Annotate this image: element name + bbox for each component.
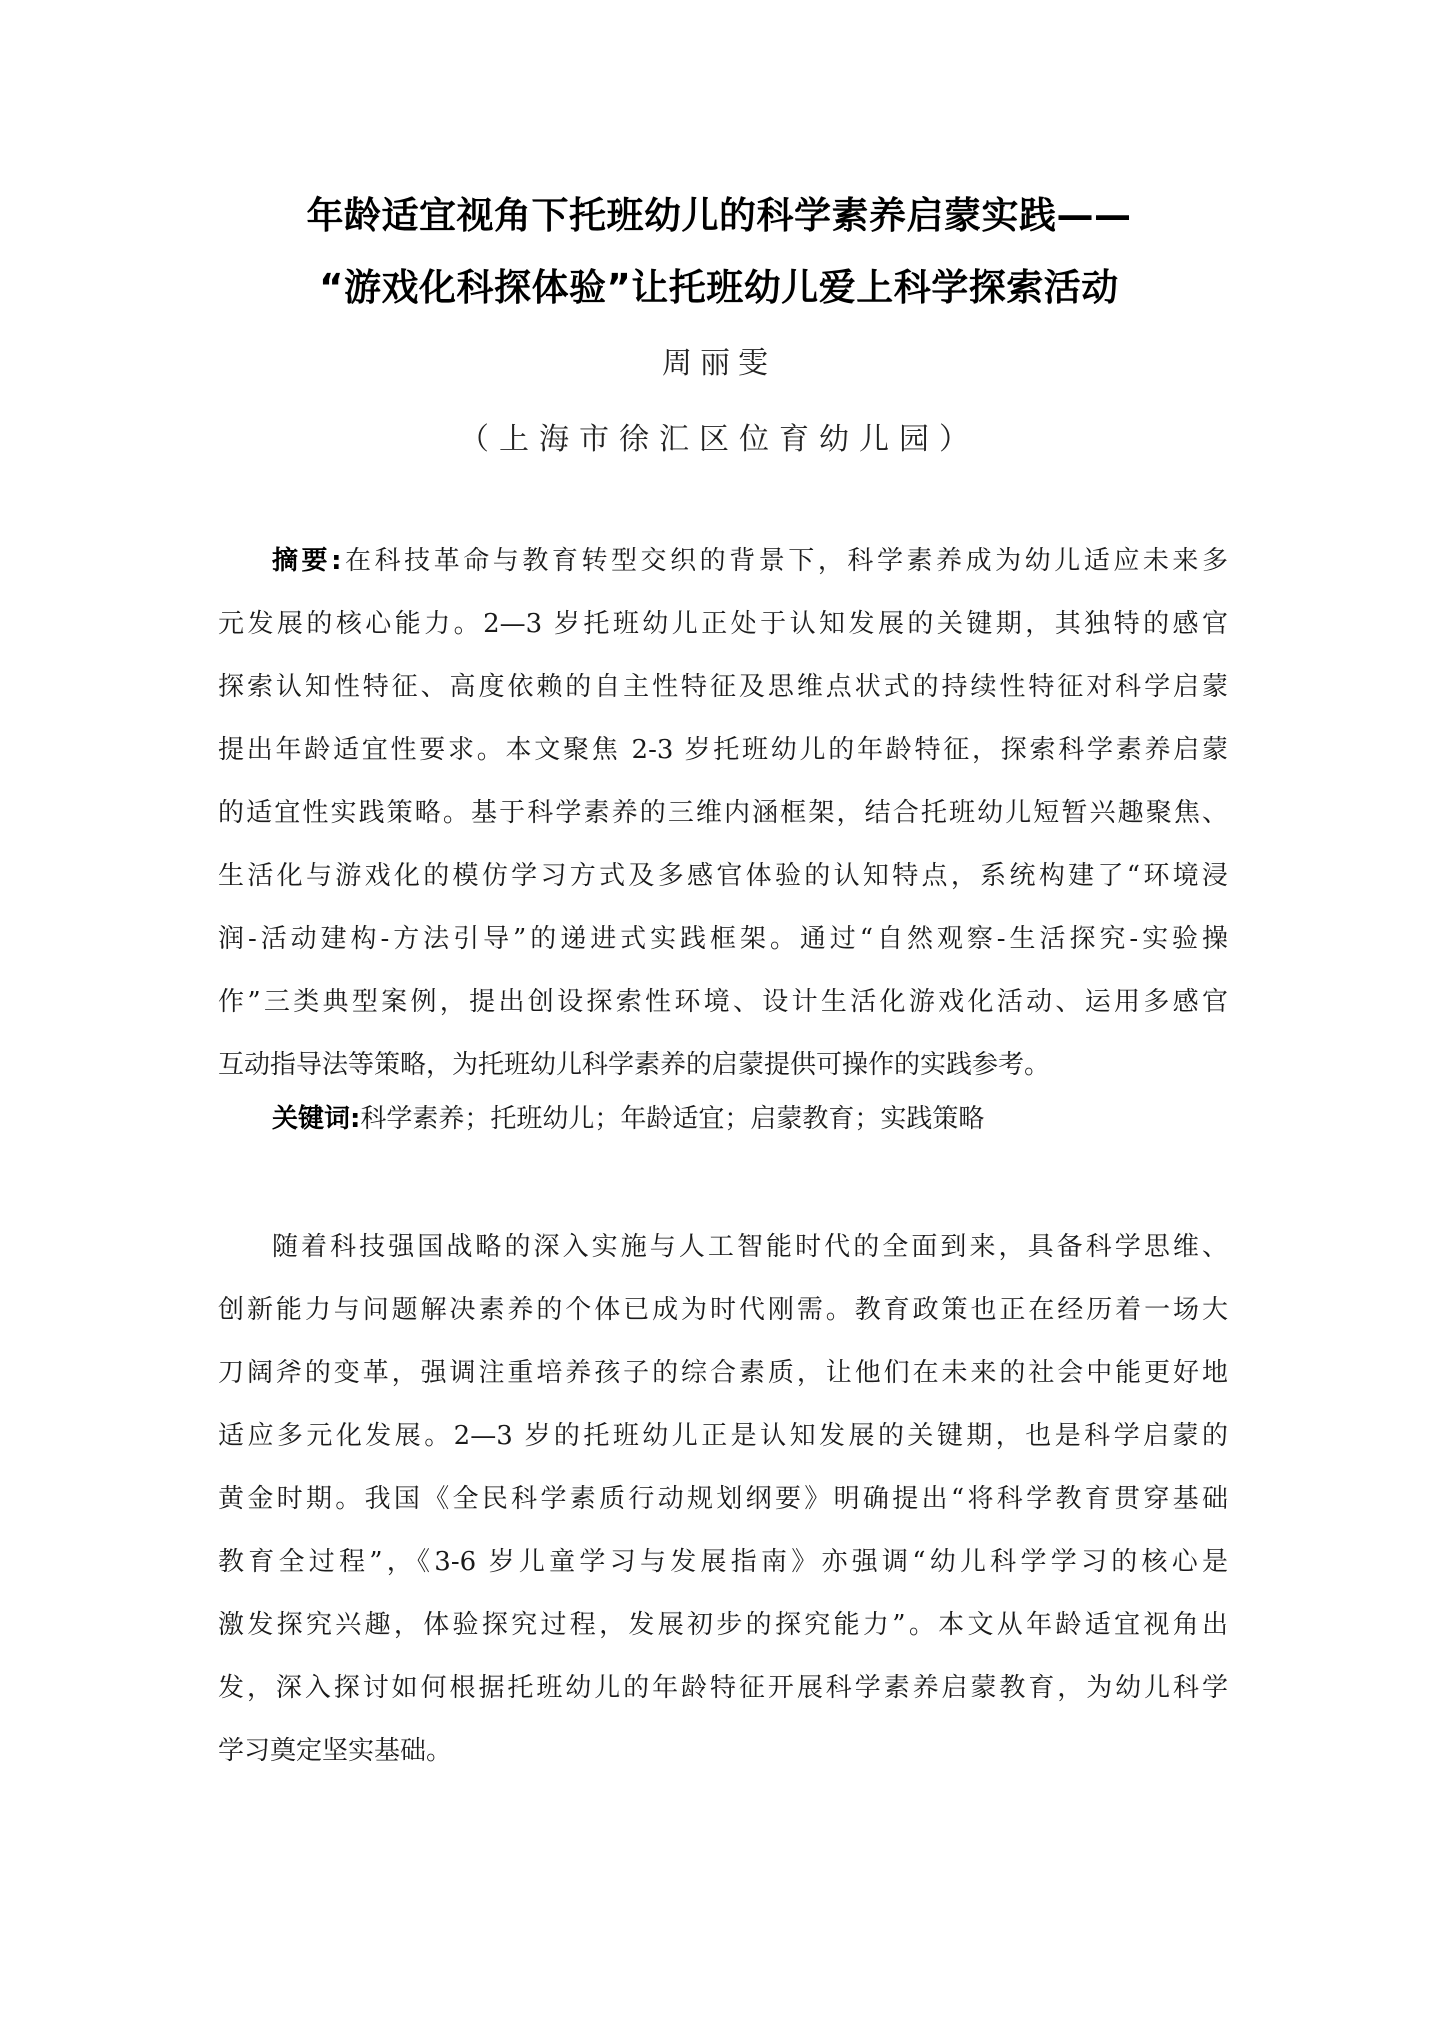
body-line: 学习奠定坚实基础。 (218, 1736, 453, 1766)
abstract-label: 摘要: (272, 546, 342, 576)
body-line: 激发探究兴趣，体验探究过程，发展初步的探究能力”。本文从年龄适宜视角出 (218, 1610, 1228, 1640)
body-line: 教育全过程”，《3-6 岁儿童学习与发展指南》亦强调“幼儿科学学习的核心是 (218, 1547, 1228, 1577)
author-affiliation: （上海市徐汇区位育幼儿园） (459, 422, 979, 457)
body-line: 发，深入探讨如何根据托班幼儿的年龄特征开展科学素养启蒙教育，为幼儿科学 (218, 1673, 1228, 1703)
abstract-line: 润-活动建构-方法引导”的递进式实践框架。通过“自然观察-生活探究-实验操 (218, 924, 1228, 954)
abstract-line: 作”三类典型案例，提出创设探索性环境、设计生活化游戏化活动、运用多感官 (218, 987, 1228, 1017)
body-line: 黄金时期。我国《全民科学素质行动规划纲要》明确提出“将科学教育贯穿基础 (218, 1484, 1228, 1514)
abstract-line: 的适宜性实践策略。基于科学素养的三维内涵框架，结合托班幼儿短暂兴趣聚焦、 (218, 798, 1228, 828)
body-line: 创新能力与问题解决素养的个体已成为时代刚需。教育政策也正在经历着一场大 (218, 1295, 1228, 1325)
keywords-text: 科学素养；托班幼儿；年龄适宜；启蒙教育；实践策略 (360, 1104, 985, 1134)
keywords-section (218, 1088, 1228, 1151)
introduction-section (218, 1216, 1228, 1783)
abstract-line: 生活化与游戏化的模仿学习方式及多感官体验的认知特点，系统构建了“环境浸 (218, 861, 1228, 891)
body-line: 刀阔斧的变革，强调注重培养孩子的综合素质，让他们在未来的社会中能更好地 (218, 1358, 1228, 1388)
body-line: 适应多元化发展。2—3 岁的托班幼儿正是认知发展的关键期，也是科学启蒙的 (218, 1421, 1228, 1451)
keywords-line (218, 1088, 1228, 1151)
abstract-section (218, 530, 1228, 1097)
keywords-label: 关键词: (272, 1104, 361, 1134)
abstract-line: 摘要:在科技革命与教育转型交织的背景下，科学素养成为幼儿适应未来多 (272, 546, 1228, 576)
author-name: 周丽雯 (662, 346, 776, 381)
body-line: 随着科技强国战略的深入实施与人工智能时代的全面到来，具备科学思维、 (272, 1232, 1228, 1262)
paper-title-line-1: 年龄适宜视角下托班幼儿的科学素养启蒙实践—— (306, 194, 1132, 237)
abstract-line: 提出年龄适宜性要求。本文聚焦 2-3 岁托班幼儿的年龄特征，探索科学素养启蒙 (218, 735, 1228, 765)
paper-title-line-2: “游戏化科探体验”让托班幼儿爱上科学探索活动 (319, 266, 1119, 309)
abstract-line: 探索认知性特征、高度依赖的自主性特征及思维点状式的持续性特征对科学启蒙 (218, 672, 1228, 702)
abstract-line: 元发展的核心能力。2—3 岁托班幼儿正处于认知发展的关键期，其独特的感官 (218, 609, 1228, 639)
abstract-line: 互动指导法等策略，为托班幼儿科学素养的启蒙提供可操作的实践参考。 (218, 1050, 1051, 1080)
